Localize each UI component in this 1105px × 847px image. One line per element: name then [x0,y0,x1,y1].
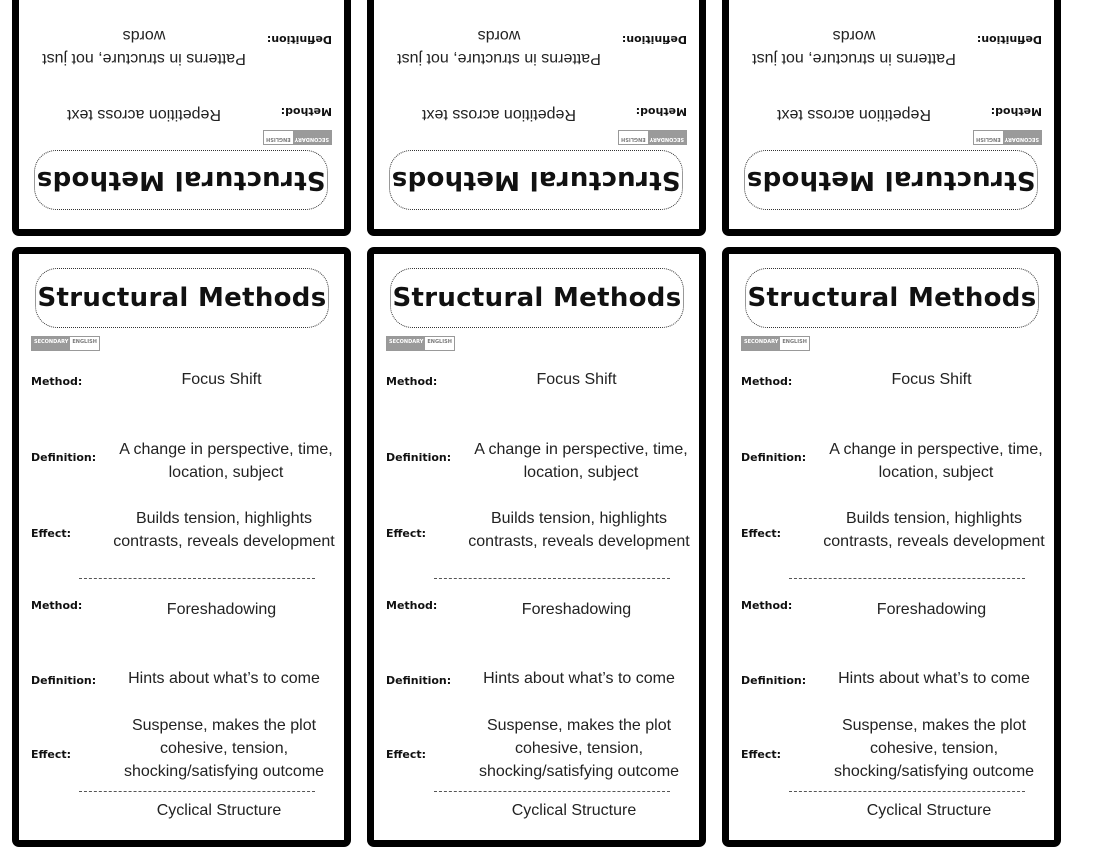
effect-value-partial [34,0,254,2]
definition-label: Definition: [386,451,452,464]
effect-value: Suspense, makes the plot cohesive, tension, shocking/satisfying outcome [123,717,325,780]
method-value: Focus Shift [536,371,617,388]
brand-logo: SECONDARY ENGLISH [973,130,1042,145]
card-structural-methods-1 [12,247,351,847]
definition-value: Patterns in structure, not just words [752,27,956,67]
entry-divider [79,578,315,579]
definition-label: Definition: [31,674,97,687]
entry-divider [789,791,1025,792]
definition-label: Definition: [386,674,452,687]
definition-label: Definition: [976,33,1042,46]
method-value-partial: Cyclical Structure [156,802,282,819]
method-value: Focus Shift [181,371,262,388]
effect-value: Builds tension, highlights contrasts, reveals development [113,510,335,550]
card-structural-methods-3 [722,247,1061,847]
method-value-partial: Cyclical Structure [511,802,637,819]
definition-label: Definition: [741,674,807,687]
card-title: Structural Methods [390,268,684,328]
method-value: Repetition across text [777,106,931,123]
method-label: Method: [386,599,438,612]
brand-logo: SECONDARY ENGLISH [386,336,455,351]
method-label: Method: [741,375,793,388]
brand-logo: SECONDARY ENGLISH [618,130,687,145]
definition-value: Hints about what’s to come [483,670,675,687]
brand-logo: SECONDARY ENGLISH [263,130,332,145]
definition-value: Patterns in structure, not just words [397,27,601,67]
effect-value-partial [389,0,609,2]
method-label: Method: [31,375,83,388]
effect-value: Builds tension, highlights contrasts, reveals development [468,510,690,550]
card-content-flipped [19,0,344,229]
entry-divider [434,578,670,579]
card-structural-methods-2 [367,247,706,847]
method-label: Method: [280,105,332,118]
definition-value: A change in perspective, time, location, subject [474,441,688,481]
effect-label: Effect: [386,527,427,540]
effect-value: Builds tension, highlights contrasts, reveals development [823,510,1045,550]
card-content-flipped [374,0,699,229]
card-structural-methods-flipped-2 [367,0,706,236]
effect-value-partial [744,0,964,2]
method-value: Foreshadowing [876,601,987,618]
method-label: Method: [386,375,438,388]
definition-value: Patterns in structure, not just words [42,27,246,67]
definition-label: Definition: [31,451,97,464]
effect-value: Suspense, makes the plot cohesive, tension, shocking/satisfying outcome [833,717,1035,780]
method-value: Repetition across text [67,106,221,123]
method-label: Method: [31,599,83,612]
effect-label: Effect: [386,748,427,761]
card-title: Structural Methods [745,268,1039,328]
entry-divider [434,791,670,792]
brand-logo: SECONDARY ENGLISH [741,336,810,351]
definition-value: A change in perspective, time, location, subject [829,441,1043,481]
entry-divider [789,578,1025,579]
effect-label: Effect: [31,527,72,540]
definition-label: Definition: [266,33,332,46]
card-content [374,254,699,840]
definition-label: Definition: [741,451,807,464]
method-value: Repetition across text [422,106,576,123]
effect-label: Effect: [741,748,782,761]
effect-label: Effect: [31,748,72,761]
method-label: Method: [635,105,687,118]
brand-logo: SECONDARY ENGLISH [31,336,100,351]
definition-label: Definition: [621,33,687,46]
method-value-partial: Cyclical Structure [866,802,992,819]
card-content [729,254,1054,840]
entry-divider [79,791,315,792]
method-label: Method: [990,105,1042,118]
card-title: Structural Methods [34,150,328,210]
card-content-flipped [729,0,1054,229]
method-value: Foreshadowing [166,601,277,618]
definition-value: Hints about what’s to come [838,670,1030,687]
definition-value: A change in perspective, time, location, subject [119,441,333,481]
effect-label: Effect: [741,527,782,540]
method-value: Foreshadowing [521,601,632,618]
card-title: Structural Methods [744,150,1038,210]
definition-value: Hints about what’s to come [128,670,320,687]
card-structural-methods-flipped-1 [12,0,351,236]
method-value: Focus Shift [891,371,972,388]
method-label: Method: [741,599,793,612]
effect-value: Suspense, makes the plot cohesive, tension, shocking/satisfying outcome [478,717,680,780]
card-title: Structural Methods [389,150,683,210]
card-structural-methods-flipped-3 [722,0,1061,236]
card-content [19,254,344,840]
card-title: Structural Methods [35,268,329,328]
